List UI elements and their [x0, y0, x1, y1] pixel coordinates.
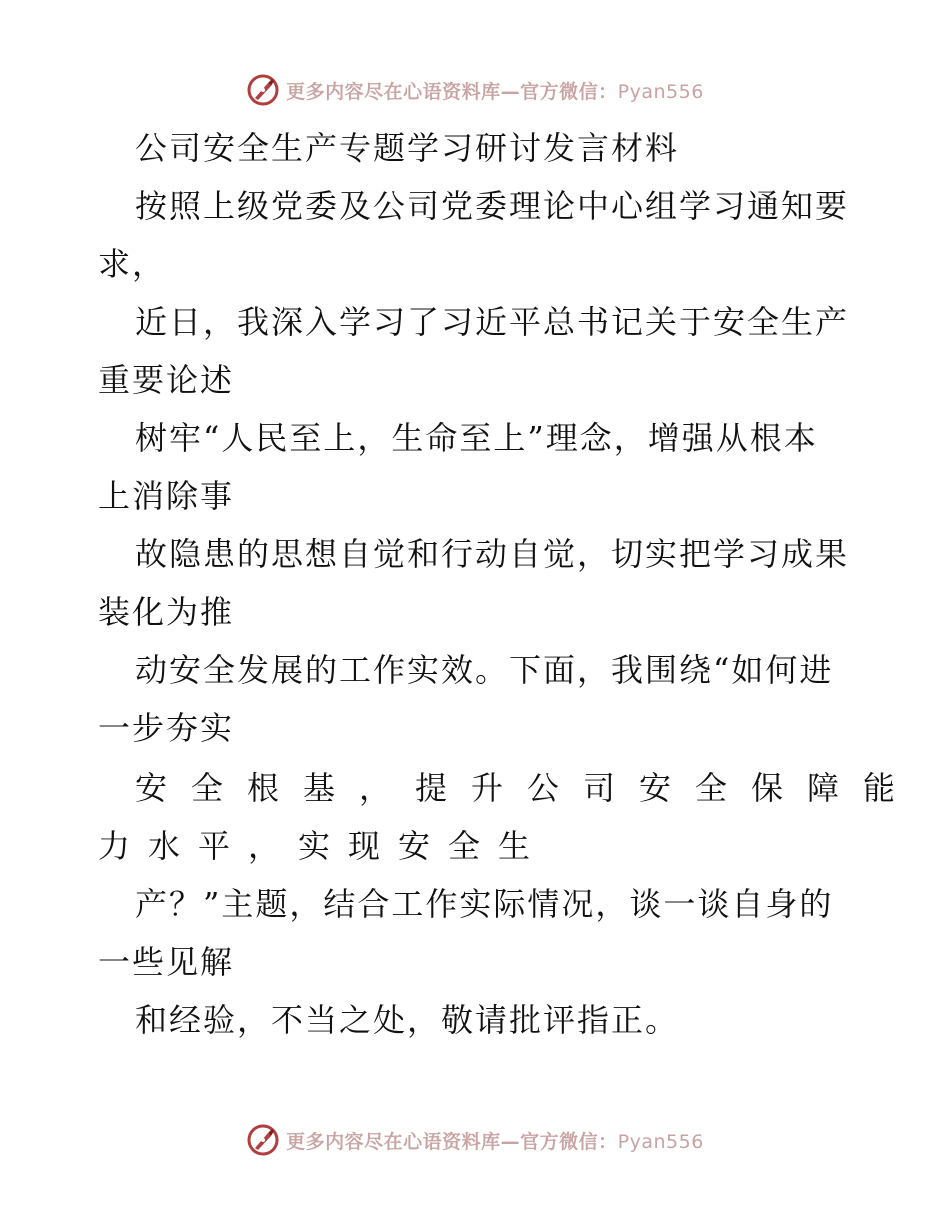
paragraph-line: 力水平，实现安全生 [98, 827, 549, 865]
document-title: 公司安全生产专题学习研讨发言材料 [135, 129, 680, 167]
paragraph-line: 产？”主题，结合工作实际情况，谈一谈自身的 [135, 885, 834, 923]
pen-logo-icon [246, 1123, 280, 1157]
header-watermark [0, 70, 950, 110]
paragraph-line: 求， [98, 245, 167, 283]
watermark-text: 更多内容尽在心语资料库—官方微信：Pyan556 [286, 1130, 704, 1153]
paragraph-line: 一步夯实 [98, 709, 235, 747]
paragraph-line: 近日，我深入学习了习近平总书记关于安全生产 [135, 303, 850, 341]
paragraph-line: 树牢“人民至上，生命至上”理念，增强从根本 [135, 419, 818, 457]
paragraph-line: 故隐患的思想自觉和行动自觉，切实把学习成果 [135, 535, 850, 573]
paragraph-line: 按照上级党委及公司党委理论中心组学习通知要 [135, 187, 850, 225]
pen-logo-icon [246, 73, 280, 107]
paragraph-line: 重要论述 [98, 361, 235, 399]
paragraph-line: 上消除事 [98, 477, 235, 515]
watermark-text: 更多内容尽在心语资料库—官方微信：Pyan556 [286, 80, 704, 103]
paragraph-line: 装化为推 [98, 593, 235, 631]
paragraph-line: 一些见解 [98, 943, 235, 981]
footer-watermark [0, 1120, 950, 1160]
paragraph-line: 动安全发展的工作实效。下面，我围绕“如何进 [135, 651, 834, 689]
paragraph-line: 安全根基，提升公司安全保障能 [135, 769, 920, 807]
paragraph-line: 和经验，不当之处，敬请批评指正。 [135, 1001, 680, 1039]
